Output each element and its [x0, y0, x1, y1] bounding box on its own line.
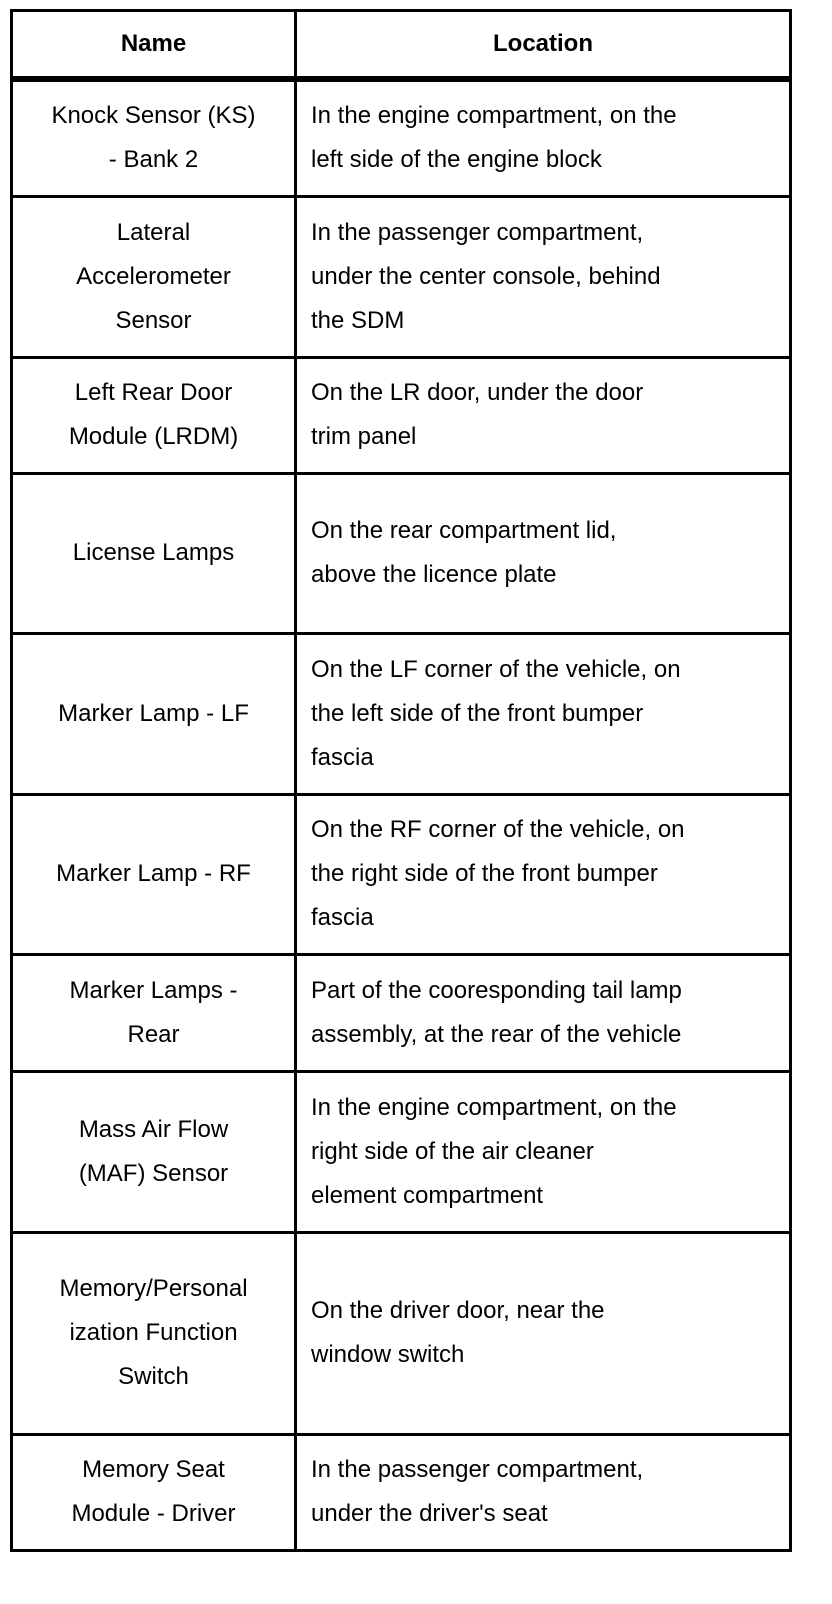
component-location-cell: Part of the cooresponding tail lamp assembly, at the rear of the vehicle [296, 954, 791, 1071]
table-row [12, 794, 791, 954]
component-location-cell: In the passenger compartment, under the driver's seat [296, 1434, 791, 1550]
component-location-cell: On the driver door, near the window switch [296, 1232, 791, 1434]
component-location-cell: On the rear compartment lid, above the licence plate [296, 473, 791, 633]
table-row [12, 1071, 791, 1232]
component-location-cell: On the LF corner of the vehicle, on the left side of the front bumper fascia [296, 633, 791, 794]
table-row [12, 79, 791, 196]
component-name-cell: Memory Seat Module - Driver [12, 1434, 296, 1550]
table-row [12, 357, 791, 473]
table-row [12, 1232, 791, 1434]
component-name-cell: Marker Lamp - LF [12, 633, 296, 794]
table-row [12, 954, 791, 1071]
table-row [12, 473, 791, 633]
name-column-header: Name [12, 11, 296, 80]
component-name-cell: Knock Sensor (KS) - Bank 2 [12, 79, 296, 196]
table-row [12, 1434, 791, 1550]
component-location-cell: On the LR door, under the door trim panel [296, 357, 791, 473]
component-name-cell: Mass Air Flow (MAF) Sensor [12, 1071, 296, 1232]
component-name-cell: Lateral Accelerometer Sensor [12, 196, 296, 357]
header-row [12, 11, 791, 80]
table-row [12, 196, 791, 357]
component-name-cell: Left Rear Door Module (LRDM) [12, 357, 296, 473]
component-name-cell: Marker Lamps - Rear [12, 954, 296, 1071]
component-location-cell: In the engine compartment, on the right side of the air cleaner element compartment [296, 1071, 791, 1232]
component-location-cell: In the passenger compartment, under the center console, behind the SDM [296, 196, 791, 357]
table-row [12, 633, 791, 794]
location-column-header: Location [296, 11, 791, 80]
component-location-table [10, 9, 792, 1552]
component-name-cell: Memory/Personal ization Function Switch [12, 1232, 296, 1434]
component-location-cell: In the engine compartment, on the left side of the engine block [296, 79, 791, 196]
component-name-cell: Marker Lamp - RF [12, 794, 296, 954]
component-location-cell: On the RF corner of the vehicle, on the right side of the front bumper fascia [296, 794, 791, 954]
component-name-cell: License Lamps [12, 473, 296, 633]
